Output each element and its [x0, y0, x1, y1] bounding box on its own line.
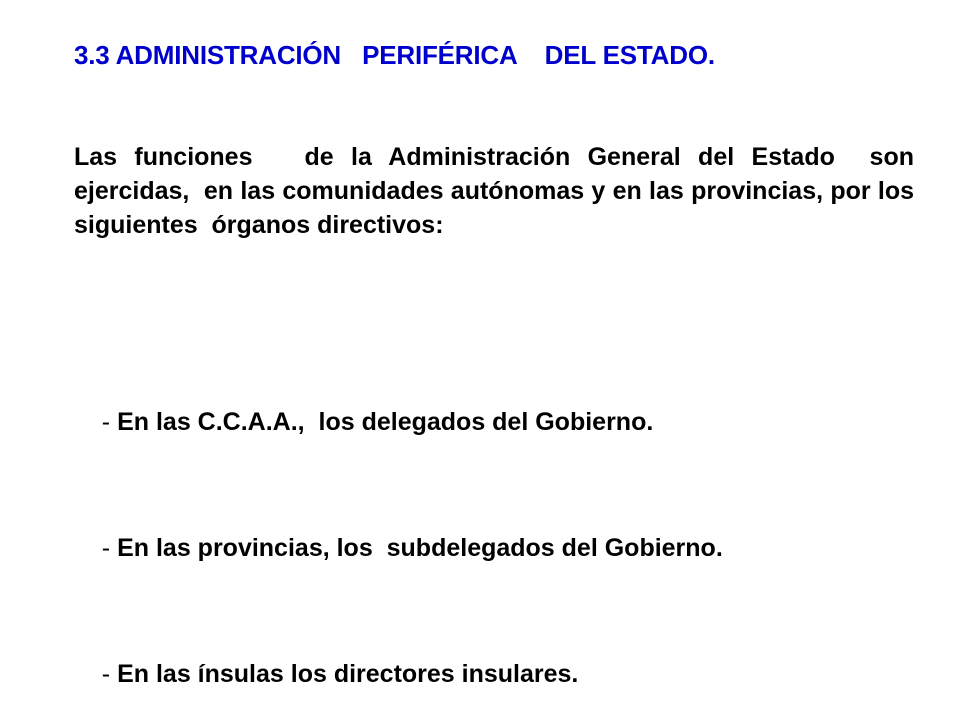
bullet-dash: - [101, 660, 118, 688]
organ-list [74, 371, 723, 725]
list-item [74, 371, 723, 473]
intro-paragraph: Las funciones de la Administración General del Estado son ejercidas, en las comunidades autónomas y en las provincias, por los siguientes órganos directivos: [74, 143, 921, 239]
bullet-dash: - [101, 408, 118, 436]
list-item-text: En las provincias, los subdelegados del Gobierno. [117, 534, 723, 562]
bullet-dash: - [101, 534, 118, 562]
slide-title: 3.3 ADMINISTRACIÓN PERIFÉRICA DEL ESTADO. [74, 40, 715, 70]
list-item-text: En las C.C.A.A., los delegados del Gobierno. [117, 408, 654, 436]
list-item [74, 623, 723, 725]
list-item-text: En las ínsulas los directores insulares. [117, 660, 579, 688]
list-item [74, 497, 723, 599]
